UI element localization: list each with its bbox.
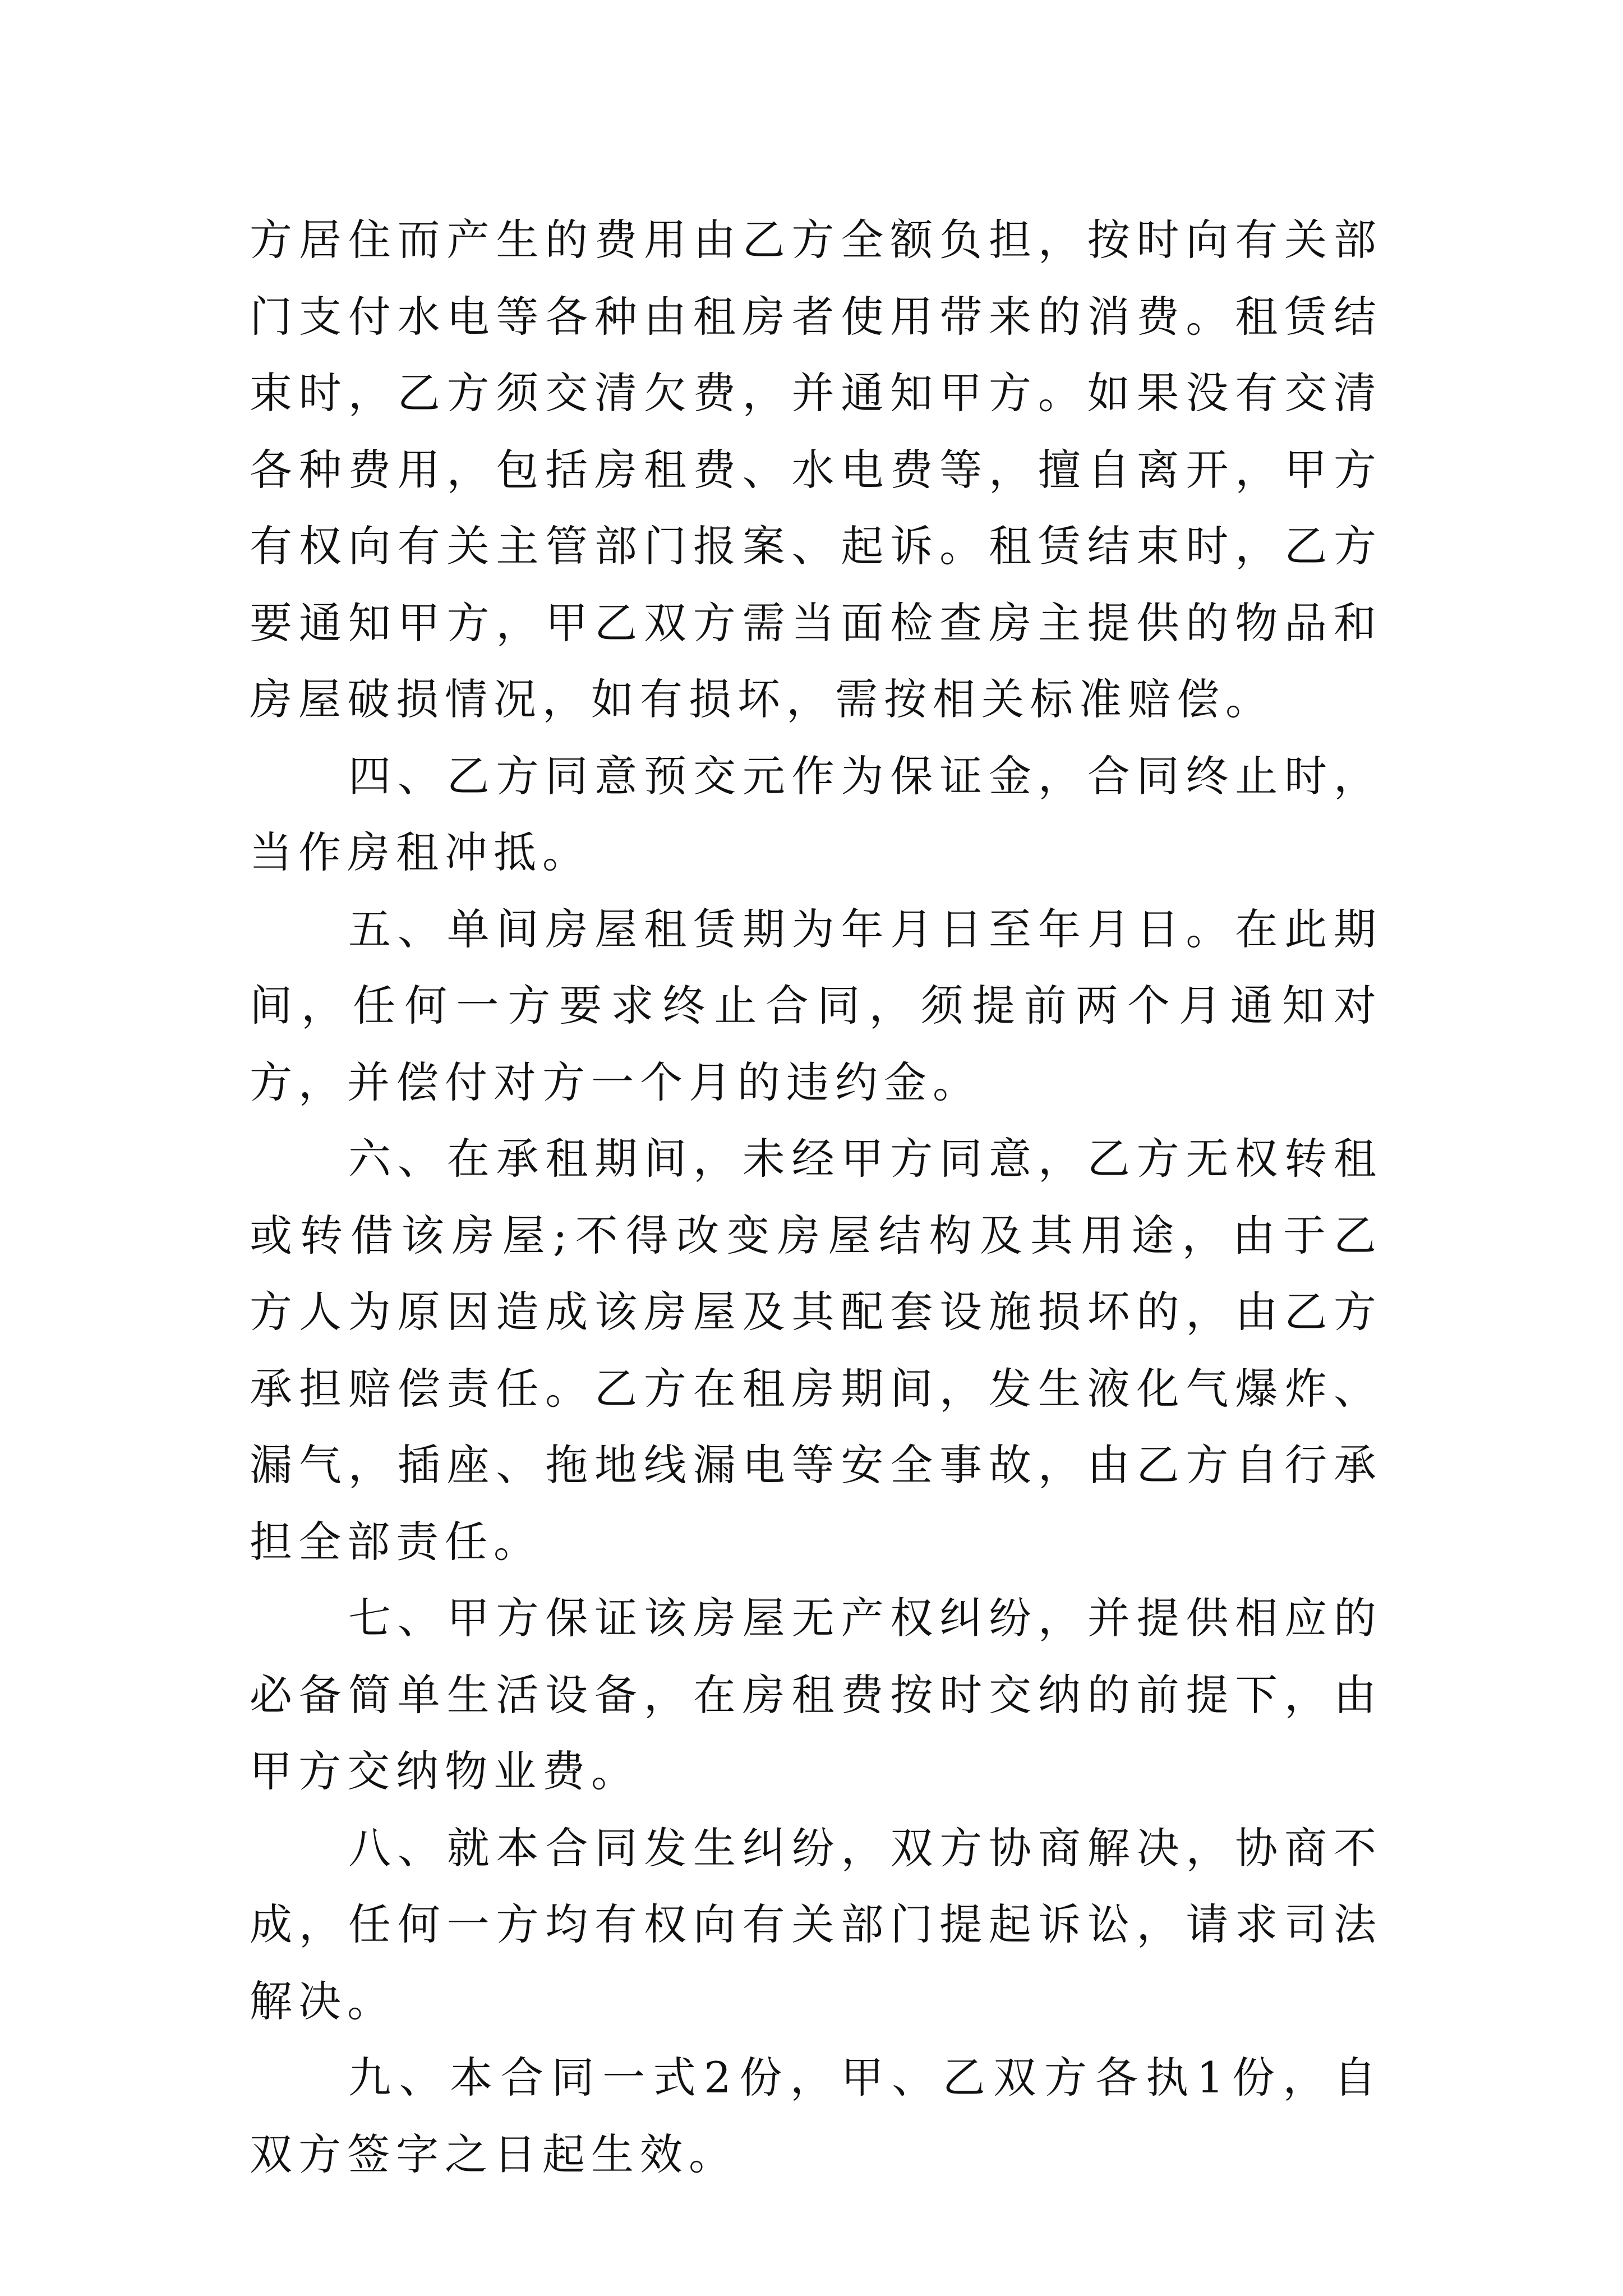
paragraph-continued-fees: 方居住而产生的费用由乙方全额负担，按时向有关部门支付水电等各种由租房者使用带来的消费。租赁结束时，乙方须交清欠费，并通知甲方。如果没有交清各种费用，包括房租费、水电费等，擅自离开，甲方有权向有关主管部门报案、起诉。租赁结束时，乙方要通知甲方，甲乙双方需当面检查房主提供的物品和房屋破损情况，如有损坏，需按相关标准赔偿。 (250, 215, 1382, 724)
contract-body (250, 202, 1382, 2193)
paragraph-clause-8: 八、就本合同发生纠纷，双方协商解决，协商不成，任何一方均有权向有关部门提起诉讼，请求司法解决。 (250, 1823, 1382, 2026)
paragraph-clause-6: 六、在承租期间，未经甲方同意，乙方无权转租或转借该房屋;不得改变房屋结构及其用途，由于乙方人为原因造成该房屋及其配套设施损坏的，由乙方承担赔偿责任。乙方在租房期间，发生液化气爆炸、漏气，插座、拖地线漏电等安全事故，由乙方自行承担全部责任。 (250, 1134, 1382, 1567)
paragraph-clause-7: 七、甲方保证该房屋无产权纠纷，并提供相应的必备简单生活设备，在房租费按时交纳的前提下，由甲方交纳物业费。 (250, 1593, 1382, 1796)
paragraph-clause-9: 九、本合同一式2份，甲、乙双方各执1份，自双方签字之日起生效。 (250, 2053, 1382, 2179)
paragraph-clause-4: 四、乙方同意预交元作为保证金，合同终止时，当作房租冲抵。 (250, 751, 1382, 877)
paragraph-clause-5: 五、单间房屋租赁期为年月日至年月日。在此期间，任何一方要求终止合同，须提前两个月通知对方，并偿付对方一个月的违约金。 (250, 904, 1382, 1107)
